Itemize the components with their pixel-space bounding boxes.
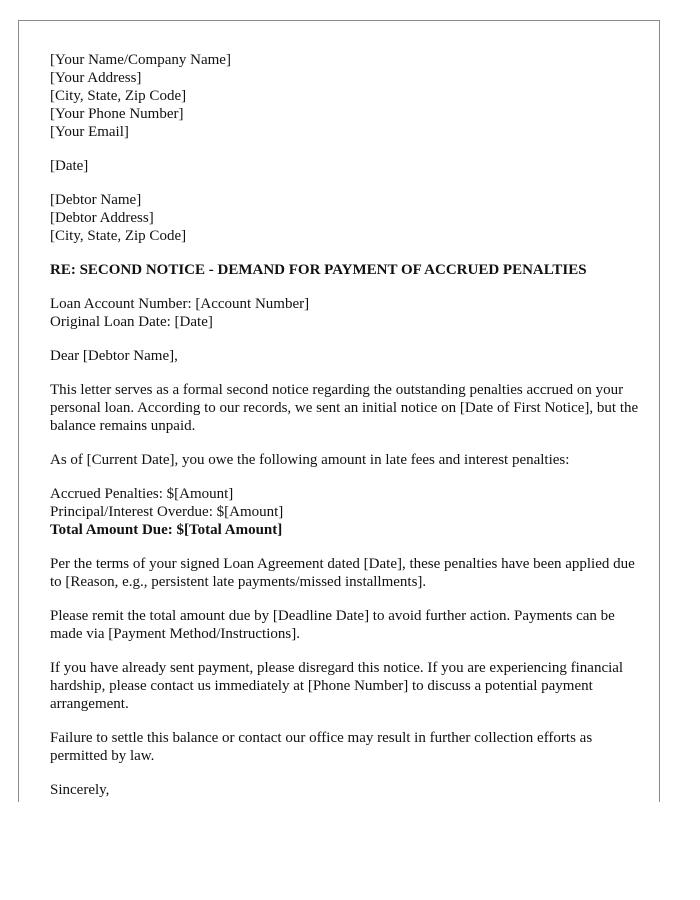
intro-paragraph: This letter serves as a formal second notice regarding the outstanding penalties accrued on your personal loan. According to our records, we sent an initial notice on [Date of First Notice], but the balance remains unpaid. [50, 382, 639, 434]
owe-paragraph: As of [Current Date], you owe the following amount in late fees and interest penalties: [50, 452, 570, 468]
closing-block [50, 781, 640, 799]
salutation-block [50, 347, 640, 365]
recipient-block [50, 191, 640, 245]
closing: Sincerely, [50, 782, 110, 798]
letter-body [50, 51, 640, 802]
failure-paragraph: Failure to settle this balance or contact our office may result in further collection efforts as permitted by law. [50, 730, 593, 764]
recipient-address: [Debtor Address] [50, 210, 154, 226]
loan-account-number: Loan Account Number: [Account Number] [50, 296, 310, 312]
remit-paragraph: Please remit the total amount due by [Deadline Date] to avoid further action. Payments can be made via [Payment Method/Instructions]. [50, 608, 615, 642]
amounts-block [50, 485, 640, 539]
hardship-paragraph: If you have already sent payment, please disregard this notice. If you are experiencing financial hardship, please contact us immediately at [Phone Number] to discuss a potential payment arrangement. [50, 660, 624, 712]
sender-phone: [Your Phone Number] [50, 106, 184, 122]
sender-city-state-zip: [City, State, Zip Code] [50, 88, 187, 104]
subject-line: RE: SECOND NOTICE - DEMAND FOR PAYMENT OF ACCRUED PENALTIES [50, 262, 587, 278]
date-block [50, 157, 640, 175]
total-amount-due: Total Amount Due: $[Total Amount] [50, 522, 283, 538]
letter-date: [Date] [50, 158, 89, 174]
salutation: Dear [Debtor Name], [50, 348, 178, 364]
sender-address: [Your Address] [50, 70, 142, 86]
recipient-city-state-zip: [City, State, Zip Code] [50, 228, 187, 244]
sender-email: [Your Email] [50, 124, 129, 140]
sender-name: [Your Name/Company Name] [50, 52, 231, 68]
recipient-name: [Debtor Name] [50, 192, 142, 208]
original-loan-date: Original Loan Date: [Date] [50, 314, 213, 330]
sender-block [50, 51, 640, 141]
subject-block [50, 261, 640, 279]
account-block [50, 295, 640, 331]
principal-interest-overdue: Principal/Interest Overdue: $[Amount] [50, 504, 284, 520]
terms-paragraph: Per the terms of your signed Loan Agreement dated [Date], these penalties have been applied due to [Reason, e.g., persistent late payments/missed installments]. [50, 556, 635, 590]
letter-page [18, 20, 660, 802]
accrued-penalties: Accrued Penalties: $[Amount] [50, 486, 234, 502]
